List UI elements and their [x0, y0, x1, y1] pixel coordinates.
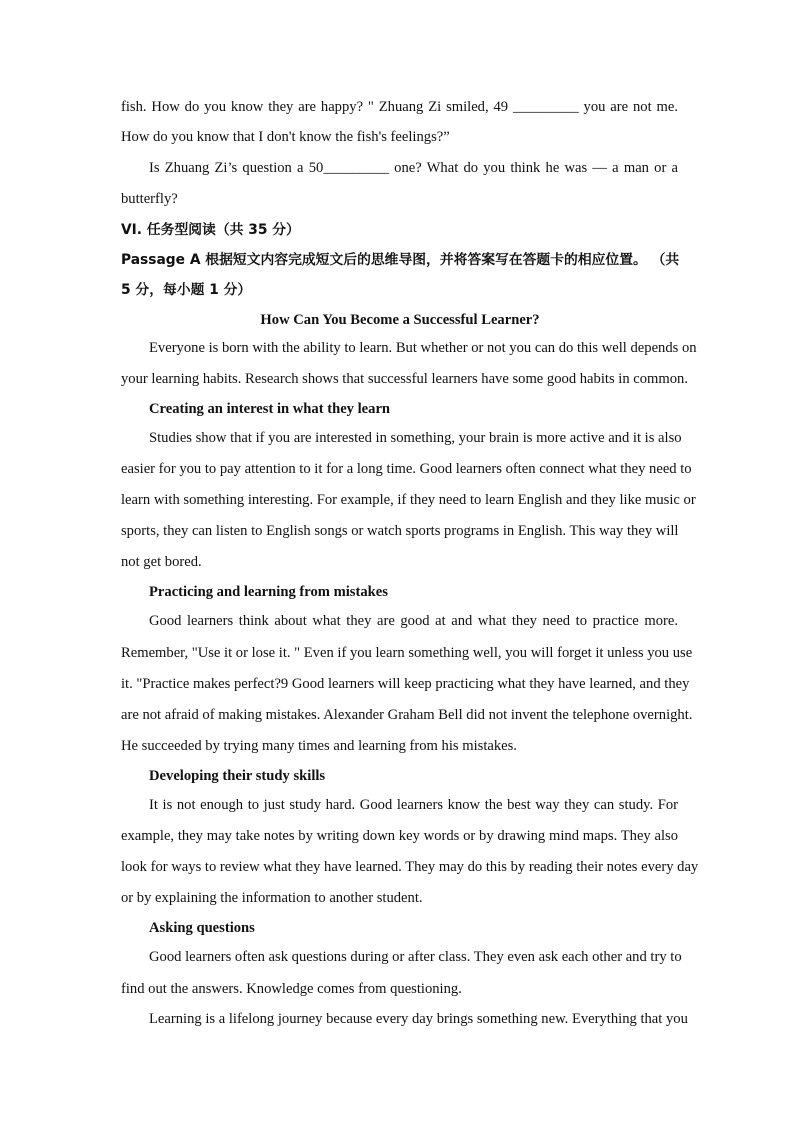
paragraph-line: It is not enough to just study hard. Good learners know the best way they can study. For	[149, 797, 678, 813]
paragraph-line: look for ways to review what they have learned. They may do this by reading their notes every day	[121, 859, 699, 875]
paragraph-line: He succeeded by trying many times and learning from his mistakes.	[121, 738, 517, 754]
section-heading-asking-questions: Asking questions	[149, 920, 255, 936]
section-instruction-2: 5 分，每小题 1 分）	[121, 282, 252, 298]
paragraph-line: it. "Practice makes perfect?9 Good learners will keep practicing what they have learned, and they	[121, 676, 690, 692]
paragraph-line: Good learners often ask questions during or after class. They even ask each other and try to	[149, 949, 682, 965]
paragraph-line: Remember, "Use it or lose it. " Even if you learn something well, you will forget it unless you use	[121, 645, 693, 661]
paragraph-line: easier for you to pay attention to it for a long time. Good learners often connect what they need to	[121, 461, 692, 477]
passage-intro-line: Everyone is born with the ability to learn. But whether or not you can do this well depends on	[149, 340, 697, 356]
intro-line-2: How do you know that I don't know the fish's feelings?”	[121, 129, 450, 145]
paragraph-line: not get bored.	[121, 554, 202, 570]
section-heading: VI. 任务型阅读（共 35 分）	[121, 222, 300, 238]
section-instruction-1: Passage A 根据短文内容完成短文后的思维导图，并将答案写在答题卡的相应位置。 （共	[121, 252, 680, 268]
paragraph-line: find out the answers. Knowledge comes from questioning.	[121, 981, 462, 997]
intro-line-1: fish. How do you know they are happy? " Zhuang Zi smiled, 49 _________ you are not me.	[121, 99, 678, 115]
paragraph-line: learn with something interesting. For example, if they need to learn English and they like music or	[121, 492, 696, 508]
passage-intro-line: your learning habits. Research shows that successful learners have some good habits in common.	[121, 371, 688, 387]
intro-line-4: butterfly?	[121, 191, 178, 207]
paragraph-line: Good learners think about what they are good at and what they need to practice more.	[149, 613, 678, 629]
paragraph-line: are not afraid of making mistakes. Alexander Graham Bell did not invent the telephone overnight.	[121, 707, 693, 723]
section-heading-study-skills: Developing their study skills	[149, 768, 326, 784]
paragraph-line: sports, they can listen to English songs or watch sports programs in English. This way they will	[121, 523, 679, 539]
intro-line-3: Is Zhuang Zi’s question a 50_________ one? What do you think he was — a man or a	[149, 160, 678, 176]
passage-title: How Can You Become a Successful Learner?	[260, 312, 540, 328]
closing-line: Learning is a lifelong journey because every day brings something new. Everything that you	[149, 1011, 688, 1027]
section-heading-interest: Creating an interest in what they learn	[149, 401, 391, 417]
paragraph-line: example, they may take notes by writing down key words or by drawing mind maps. They also	[121, 828, 678, 844]
paragraph-line: Studies show that if you are interested in something, your brain is more active and it is also	[149, 430, 682, 446]
paragraph-line: or by explaining the information to another student.	[121, 890, 423, 906]
section-heading-practicing: Practicing and learning from mistakes	[149, 584, 388, 600]
